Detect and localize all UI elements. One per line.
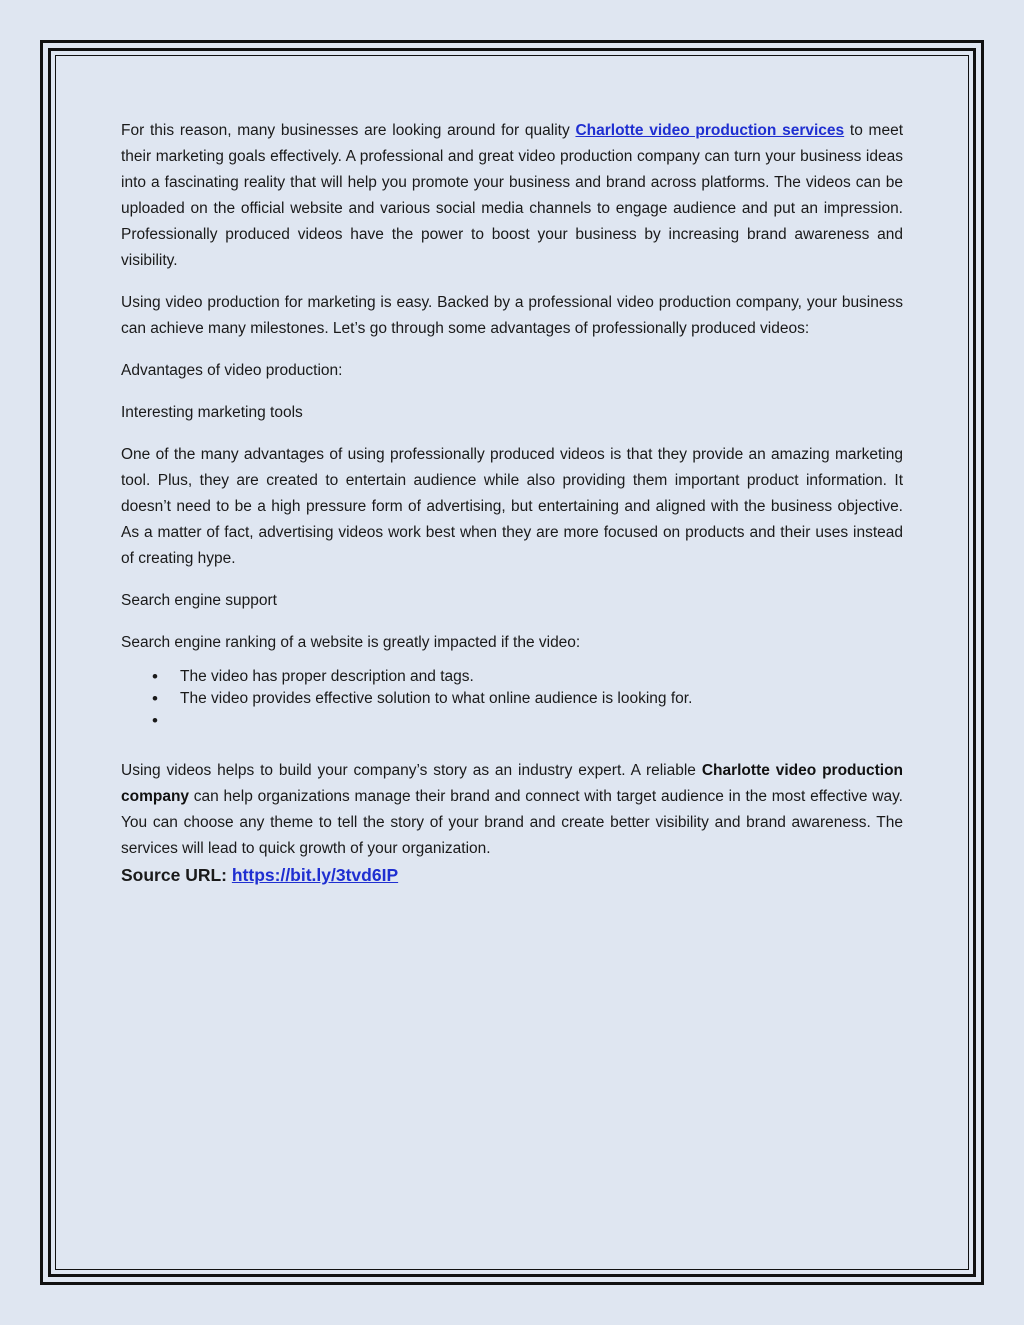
paragraph-search-ranking: Search engine ranking of a website is greatly impacted if the video: (121, 634, 581, 651)
list-item: • The video has proper description and tags. (121, 666, 903, 688)
bullet-list (121, 666, 903, 732)
paragraph-company-story (121, 758, 903, 862)
paragraph-intro-text-end: to meet their marketing goals effectively. A professional and great video production company can turn your business ideas into a fascinating reality that will help you promote your business and brand across platforms. The videos can be uploaded on the official website and various social media channels to engage audience and put an impression. Professionally produced videos have the power to boost your business by increasing brand awareness and visibility. (121, 122, 903, 269)
heading-marketing-tools: Interesting marketing tools (121, 404, 303, 421)
paragraph-intro-text-start: For this reason, many businesses are looking around for quality (121, 122, 576, 139)
list-item (121, 710, 903, 732)
document-body (121, 118, 903, 886)
source-url-label: Source URL: (121, 865, 232, 885)
charlotte-video-production-company-bold: Charlotte video production company (121, 762, 904, 805)
paragraph-using-video: Using video production for marketing is easy. Backed by a professional video production company, your business can achieve many milestones. Let’s go through some advantages of professionally produced videos: (121, 294, 903, 337)
heading-advantages: Advantages of video production: (121, 362, 343, 379)
paragraph-company-story-text-end: can help organizations manage their brand and connect with target audience in the most effective way. You can choose any theme to tell the story of your brand and create better visibility and brand awareness. The services will lead to quick growth of your organization. (121, 788, 903, 857)
charlotte-video-production-services-link[interactable]: Charlotte video production services (575, 122, 845, 139)
source-url-line (121, 864, 903, 886)
paragraph-intro (121, 118, 903, 274)
heading-search-engine-support: Search engine support (121, 592, 277, 609)
source-url-link[interactable]: https://bit.ly/3tvd6IP (231, 865, 399, 885)
list-item: • The video provides effective solution to what online audience is looking for. (121, 688, 903, 710)
paragraph-company-story-text-start: Using videos helps to build your company’s story as an industry expert. A reliable (121, 762, 702, 779)
paragraph-marketing-tool: One of the many advantages of using professionally produced videos is that they provide an amazing marketing tool. Plus, they are created to entertain audience while also providing them important product information. It doesn’t need to be a high pressure form of advertising, but entertaining and aligned with the business objective. As a matter of fact, advertising videos work best when they are more focused on products and their uses instead of creating hype. (121, 446, 903, 567)
